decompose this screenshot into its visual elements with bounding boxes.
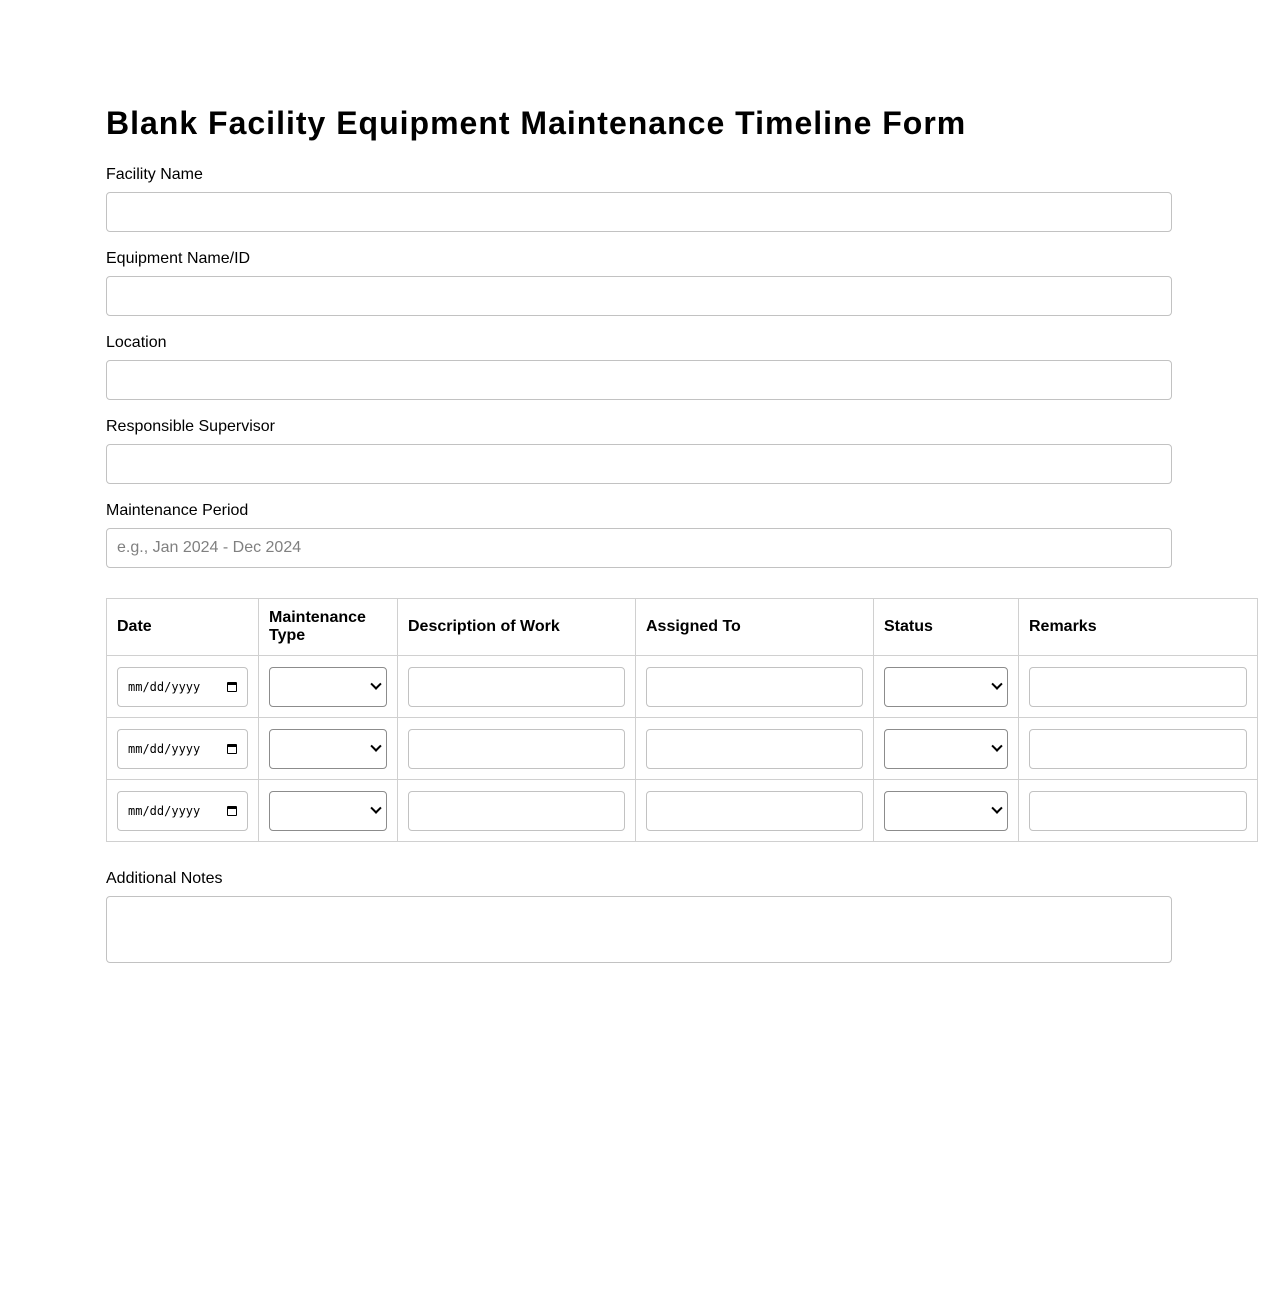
calendar-icon[interactable] (227, 744, 237, 754)
maintenance-period-field (106, 502, 1172, 568)
equipment-name-label: Equipment Name/ID (106, 250, 251, 267)
remarks-cell (1019, 718, 1258, 780)
status-select[interactable] (884, 729, 1008, 769)
timeline-table (106, 598, 1258, 842)
date-cell (107, 718, 259, 780)
table-row (107, 780, 1258, 842)
date-cell (107, 780, 259, 842)
remarks-input[interactable] (1029, 791, 1247, 831)
assigned-to-input[interactable] (646, 791, 863, 831)
column-header-status: Status (874, 599, 1019, 656)
additional-notes-label: Additional Notes (106, 870, 223, 887)
maintenance-type-cell (259, 718, 398, 780)
supervisor-field (106, 418, 1172, 484)
description-cell (398, 656, 636, 718)
maintenance-period-input[interactable] (106, 528, 1172, 568)
chevron-down-icon (370, 802, 381, 813)
description-input[interactable] (408, 667, 625, 707)
status-cell (874, 718, 1019, 780)
equipment-name-input[interactable] (106, 276, 1172, 316)
date-input[interactable] (117, 667, 248, 707)
description-cell (398, 718, 636, 780)
date-placeholder: mm/dd/yyyy (128, 741, 201, 756)
date-input[interactable] (117, 729, 248, 769)
column-header-description: Description of Work (398, 599, 636, 656)
maintenance-type-select[interactable] (269, 791, 387, 831)
calendar-icon[interactable] (227, 682, 237, 692)
maintenance-form (106, 100, 1172, 963)
additional-notes-field (106, 870, 1172, 963)
remarks-input[interactable] (1029, 667, 1247, 707)
facility-name-field (106, 166, 1172, 232)
assigned-to-input[interactable] (646, 729, 863, 769)
status-select[interactable] (884, 791, 1008, 831)
remarks-input[interactable] (1029, 729, 1247, 769)
equipment-name-field (106, 250, 1172, 316)
location-input[interactable] (106, 360, 1172, 400)
facility-name-input[interactable] (106, 192, 1172, 232)
remarks-cell (1019, 780, 1258, 842)
remarks-cell (1019, 656, 1258, 718)
table-header-row (107, 599, 1258, 656)
date-input[interactable] (117, 791, 248, 831)
column-header-assigned-to: Assigned To (636, 599, 874, 656)
location-field (106, 334, 1172, 400)
maintenance-type-select[interactable] (269, 729, 387, 769)
column-header-maintenance-type: Maintenance Type (259, 599, 398, 656)
location-label: Location (106, 334, 167, 351)
facility-name-label: Facility Name (106, 166, 203, 183)
assigned-to-cell (636, 656, 874, 718)
maintenance-type-cell (259, 656, 398, 718)
maintenance-period-placeholder: e.g., Jan 2024 - Dec 2024 (117, 539, 302, 556)
maintenance-type-select[interactable] (269, 667, 387, 707)
assigned-to-input[interactable] (646, 667, 863, 707)
supervisor-label: Responsible Supervisor (106, 418, 275, 435)
maintenance-period-label: Maintenance Period (106, 502, 249, 519)
date-placeholder: mm/dd/yyyy (128, 803, 201, 818)
calendar-icon[interactable] (227, 806, 237, 816)
chevron-down-icon (370, 740, 381, 751)
assigned-to-cell (636, 718, 874, 780)
status-select[interactable] (884, 667, 1008, 707)
chevron-down-icon (991, 740, 1002, 751)
description-input[interactable] (408, 729, 625, 769)
supervisor-input[interactable] (106, 444, 1172, 484)
chevron-down-icon (370, 678, 381, 689)
page-title: Blank Facility Equipment Maintenance Timeline Form (106, 105, 967, 141)
chevron-down-icon (991, 678, 1002, 689)
status-cell (874, 780, 1019, 842)
status-cell (874, 656, 1019, 718)
additional-notes-textarea[interactable] (106, 896, 1172, 963)
table-row (107, 656, 1258, 718)
chevron-down-icon (991, 802, 1002, 813)
timeline-table-wrap (106, 598, 1257, 842)
description-cell (398, 780, 636, 842)
column-header-date: Date (107, 599, 259, 656)
description-input[interactable] (408, 791, 625, 831)
column-header-remarks: Remarks (1019, 599, 1258, 656)
maintenance-type-cell (259, 780, 398, 842)
date-placeholder: mm/dd/yyyy (128, 679, 201, 694)
assigned-to-cell (636, 780, 874, 842)
table-row (107, 718, 1258, 780)
date-cell (107, 656, 259, 718)
